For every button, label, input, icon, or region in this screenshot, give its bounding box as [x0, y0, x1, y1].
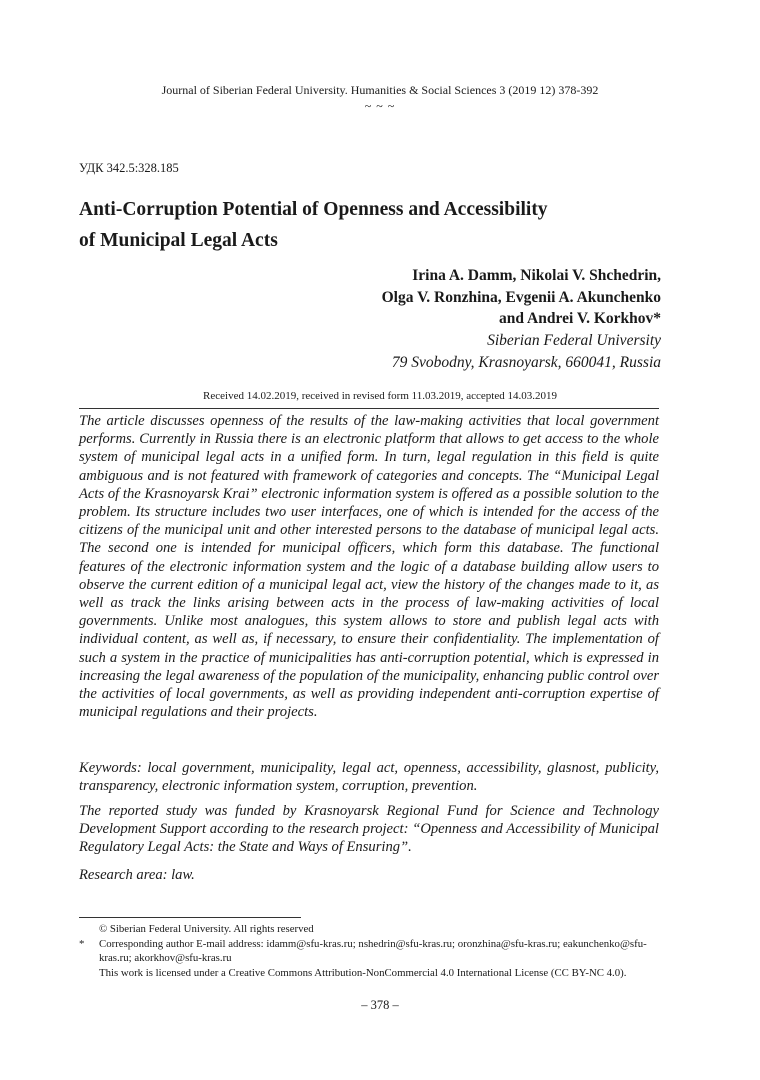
corresponding-author-text: Corresponding author E-mail address: idamm@sfu-kras.ru; nshedrin@sfu-kras.ru; oronzhina@sfu-kras.ru; eakunchenko@sfu-kras.ru; akorkhov@sfu-kras.ru [99, 937, 647, 964]
footnote-copyright [79, 922, 679, 937]
footnote-corresponding [79, 937, 679, 966]
copyright-text: © Siberian Federal University. All rights reserved [99, 923, 314, 935]
license-text: This work is licensed under a Creative Commons Attribution-NonCommercial 4.0 International License (CC BY-NC 4.0). [99, 966, 627, 979]
page-number: – 378 – [361, 998, 399, 1012]
address: 79 Svobodny, Krasnoyarsk, 660041, Russia [391, 353, 661, 371]
footnote-mark: * [79, 937, 85, 950]
abstract-divider [79, 408, 659, 409]
abstract: The article discusses openness of the results of the law-making activities that local government performs. Currently in Russia there is an electronic platform that allows to get access to the whole system of municipal legal acts in a unified form. In turn, legal regulation in this field is quite ambiguous and is not featured with framework of categories and concepts. The “Municipal Legal Acts of the Krasnoyarsk Krai” electronic information system is offered as a possible solution to the problem. Its structure includes two user interfaces, one of which is intended for the access of the citizens of the municipal unit and other interested persons to the database of municipal legal acts. The second one is intended for municipal officers, which form this database. The functional features of the electronic information system and the logic of a database building allow users to observe the current edition of a municipal legal act, view the history of the changes made to it, as well as track the links arising between acts in the process of law-making activities of local governments. Unlike most analogues, this system allows to store and publish legal acts with individual content, as well as, if necessary, to ensure their confidentiality. The implementation of such a system in the practice of municipalities has anti-corruption potential, which is expressed in increasing the legal awareness of the population of the municipality, enhancing public control over the activities of local governments, as well as providing independent anti-corruption expertise of municipal regulations and their projects. [79, 413, 659, 721]
title-line-1: Anti-Corruption Potential of Openness and Accessibility [79, 199, 548, 220]
header-separator: ~ ~ ~ [364, 99, 396, 113]
footnote-license [79, 966, 679, 981]
affiliation [201, 330, 661, 373]
keywords: Keywords: local government, municipality, legal act, openness, accessibility, glasnost, publicity, transparency, electronic information system, corruption, prevention. [79, 760, 659, 795]
author-line: and Andrei V. Korkhov* [499, 310, 661, 327]
footnotes [79, 922, 679, 980]
footnote-divider [79, 917, 301, 918]
funding-statement: The reported study was funded by Krasnoyarsk Regional Fund for Science and Technology Development Support according to the research project: “Openness and Accessibility of Municipal Regulatory Legal Acts: the State and Ways of Ensuring”. [79, 803, 659, 856]
institution: Siberian Federal University [487, 332, 661, 349]
author-line: Irina A. Damm, Nikolai V. Shchedrin, [412, 267, 661, 284]
article-title [79, 194, 639, 256]
author-line: Olga V. Ronzhina, Evgenii A. Akunchenko [381, 288, 661, 306]
title-line-2: of Municipal Legal Acts [79, 230, 278, 251]
author-list [201, 265, 661, 330]
udk-code: УДК 342.5:328.185 [79, 161, 179, 175]
journal-header: Journal of Siberian Federal University. Humanities & Social Sciences 3 (2019 12) 378-392 [161, 83, 599, 97]
received-dates: Received 14.02.2019, received in revised form 11.03.2019, accepted 14.03.2019 [203, 390, 557, 402]
research-area: Research area: law. [79, 867, 195, 883]
